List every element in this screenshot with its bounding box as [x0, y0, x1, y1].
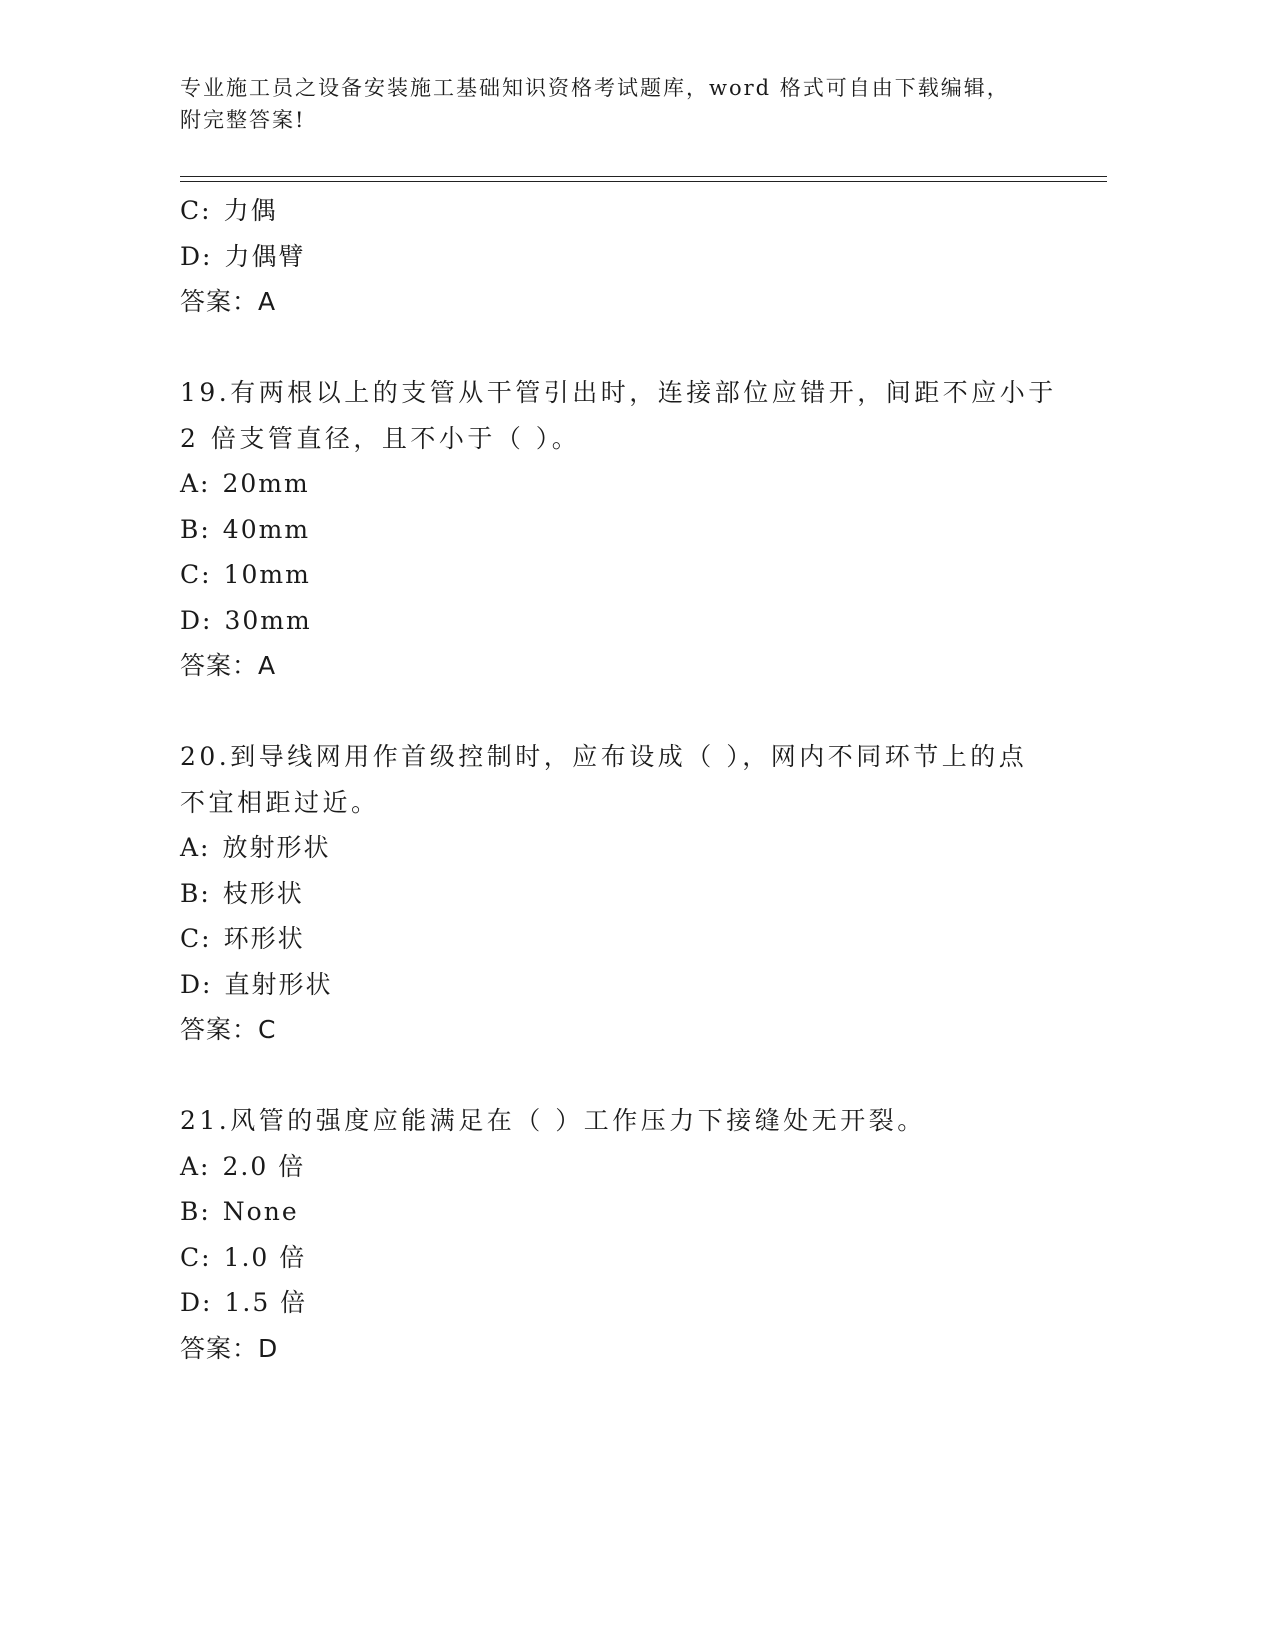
option-text: 直射形状	[224, 969, 333, 999]
answer-line: 答案：C	[180, 1015, 277, 1044]
option-d	[180, 962, 1060, 1008]
option-label: A:	[180, 1151, 211, 1181]
option-label: A:	[180, 833, 211, 862]
option-d	[180, 598, 1060, 644]
option-b	[180, 1189, 1060, 1235]
option-text: 力偶臂	[224, 241, 306, 271]
option-text: 1.0 倍	[223, 1242, 307, 1272]
answer-line: 答案：A	[180, 287, 277, 316]
option-label: D:	[180, 1288, 213, 1317]
option-c	[180, 916, 1060, 962]
header-line-1: 专业施工员之设备安装施工基础知识资格考试题库，word 格式可自由下载编辑，	[180, 76, 1010, 100]
option-text: 枝形状	[222, 878, 304, 908]
option-text: 10mm	[223, 560, 311, 589]
option-d	[180, 1280, 1060, 1326]
question-21	[180, 1098, 1060, 1371]
option-text: 1.5 倍	[224, 1288, 308, 1317]
header-divider-bottom	[180, 181, 1107, 182]
question-stem-line-1: 19.有两根以上的支管从干管引出时，连接部位应错开，间距不应小于	[180, 378, 1057, 407]
option-label: D:	[180, 241, 213, 271]
answer-line: 答案：A	[180, 651, 277, 680]
option-b	[180, 507, 1060, 553]
option-text: 30mm	[224, 605, 312, 635]
option-label: C:	[180, 196, 212, 225]
option-text: 40mm	[222, 514, 311, 544]
option-a	[180, 1144, 1060, 1190]
question-stem-line-2: 2 倍支管直径，且不小于（ ）。	[180, 423, 581, 453]
option-label: B:	[180, 1197, 211, 1226]
option-text: 20mm	[222, 469, 310, 498]
option-label: B:	[180, 514, 211, 544]
question-stem-line-2: 不宜相距过近。	[180, 787, 380, 817]
question-stem-line-1: 20.到导线网用作首级控制时，应布设成（ ），网内不同环节上的点	[180, 742, 1028, 771]
header-divider-top	[180, 176, 1107, 177]
option-label: C:	[180, 924, 212, 953]
header-line-2: 附完整答案!	[180, 108, 306, 132]
option-text: 力偶	[223, 196, 278, 225]
question-20	[180, 734, 1060, 1053]
option-a	[180, 825, 1060, 871]
option-c	[180, 188, 1060, 234]
option-text: 放射形状	[222, 833, 331, 862]
option-label: C:	[180, 1242, 212, 1272]
question-spacer	[180, 325, 1060, 371]
option-c	[180, 1235, 1060, 1281]
question-19	[180, 370, 1060, 689]
option-label: B:	[180, 878, 211, 908]
option-text: None	[222, 1197, 299, 1226]
answer-line: 答案：D	[180, 1333, 279, 1363]
option-label: D:	[180, 969, 213, 999]
option-label: A:	[180, 469, 211, 498]
option-label: C:	[180, 560, 212, 589]
option-c	[180, 552, 1060, 598]
question-18-tail	[180, 188, 1060, 325]
question-spacer	[180, 689, 1060, 735]
page-header	[180, 72, 1040, 136]
option-b	[180, 871, 1060, 917]
option-label: D:	[180, 605, 213, 635]
question-list	[180, 188, 1060, 1371]
option-d	[180, 234, 1060, 280]
option-a	[180, 461, 1060, 507]
option-text: 2.0 倍	[222, 1151, 306, 1181]
question-spacer	[180, 1053, 1060, 1099]
question-stem-line-1: 21.风管的强度应能满足在（ ）工作压力下接缝处无开裂。	[180, 1106, 926, 1135]
option-text: 环形状	[223, 924, 305, 953]
